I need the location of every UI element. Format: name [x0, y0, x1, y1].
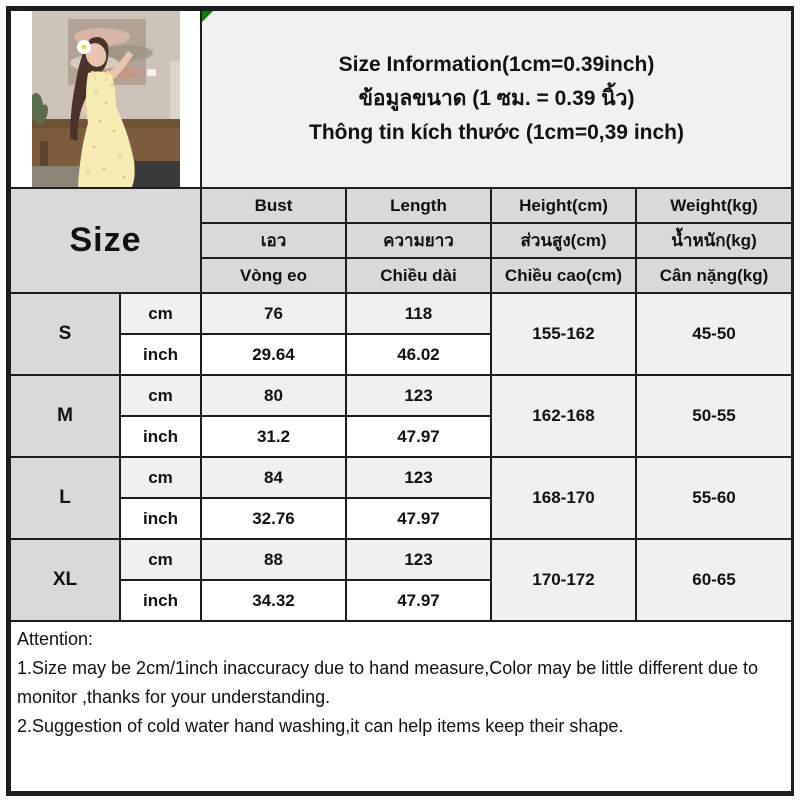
xl-bust-cm: 88 — [201, 539, 346, 580]
header-bust-vi: Vòng eo — [201, 258, 346, 293]
cell-flag-triangle-icon — [202, 11, 213, 22]
attention-heading: Attention: — [17, 629, 94, 649]
size-info-title-cell — [201, 10, 792, 188]
header-weight-vi: Cân nặng(kg) — [636, 258, 792, 293]
unit-cm: cm — [120, 375, 201, 416]
table-row-l-cm — [10, 457, 792, 498]
photo-flower-icon — [77, 40, 91, 54]
header-bust-th: เอว — [201, 223, 346, 258]
header-length-en: Length — [346, 188, 491, 223]
product-photo-cell — [10, 10, 201, 188]
header-bust-en: Bust — [201, 188, 346, 223]
header-height-en: Height(cm) — [491, 188, 636, 223]
m-length-inch: 47.97 — [346, 416, 491, 457]
xl-length-cm: 123 — [346, 539, 491, 580]
table-row-m-cm — [10, 375, 792, 416]
unit-cm: cm — [120, 457, 201, 498]
l-weight-range: 55-60 — [636, 457, 792, 539]
size-table — [9, 9, 793, 793]
model-in-yellow-dress-photo — [32, 11, 180, 187]
s-height-range: 155-162 — [491, 293, 636, 375]
l-bust-inch: 32.76 — [201, 498, 346, 539]
title-line-en: Size Information(1cm=0.39inch) — [338, 53, 655, 76]
header-weight-en: Weight(kg) — [636, 188, 792, 223]
unit-inch: inch — [120, 580, 201, 621]
attention-item-2: 2.Suggestion of cold water hand washing,it can help items keep their shape. — [17, 716, 624, 736]
s-length-cm: 118 — [346, 293, 491, 334]
m-bust-inch: 31.2 — [201, 416, 346, 457]
s-bust-inch: 29.64 — [201, 334, 346, 375]
unit-inch: inch — [120, 498, 201, 539]
l-length-cm: 123 — [346, 457, 491, 498]
attention-item-1: 1.Size may be 2cm/1inch inaccuracy due to hand measure,Color may be little different due to monitor ,thanks for your understanding. — [17, 658, 759, 707]
product-photo — [11, 11, 200, 187]
size-chart-sheet — [6, 6, 794, 796]
size-label-xl: XL — [10, 539, 120, 621]
unit-inch: inch — [120, 416, 201, 457]
title-line-vi: Thông tin kích thước (1cm=0,39 inch) — [309, 121, 684, 144]
photo-light-switch — [147, 69, 156, 76]
header-height-th: ส่วนสูง(cm) — [491, 223, 636, 258]
m-bust-cm: 80 — [201, 375, 346, 416]
xl-weight-range: 60-65 — [636, 539, 792, 621]
l-height-range: 168-170 — [491, 457, 636, 539]
s-length-inch: 46.02 — [346, 334, 491, 375]
header-length-th: ความยาว — [346, 223, 491, 258]
m-weight-range: 50-55 — [636, 375, 792, 457]
xl-height-range: 170-172 — [491, 539, 636, 621]
header-length-vi: Chiều dài — [346, 258, 491, 293]
s-weight-range: 45-50 — [636, 293, 792, 375]
l-length-inch: 47.97 — [346, 498, 491, 539]
attention-note — [10, 621, 792, 792]
unit-cm: cm — [120, 539, 201, 580]
xl-length-inch: 47.97 — [346, 580, 491, 621]
size-column-header: Size — [10, 188, 201, 293]
xl-bust-inch: 34.32 — [201, 580, 346, 621]
m-height-range: 162-168 — [491, 375, 636, 457]
size-label-m: M — [10, 375, 120, 457]
l-bust-cm: 84 — [201, 457, 346, 498]
table-row-s-cm — [10, 293, 792, 334]
unit-inch: inch — [120, 334, 201, 375]
unit-cm: cm — [120, 293, 201, 334]
s-bust-cm: 76 — [201, 293, 346, 334]
header-weight-th: น้ำหนัก(kg) — [636, 223, 792, 258]
header-height-vi: Chiều cao(cm) — [491, 258, 636, 293]
size-label-l: L — [10, 457, 120, 539]
table-row-xl-cm — [10, 539, 792, 580]
title-line-th: ข้อมูลขนาด (1 ซม. = 0.39 นิ้ว) — [358, 87, 635, 110]
size-label-s: S — [10, 293, 120, 375]
m-length-cm: 123 — [346, 375, 491, 416]
